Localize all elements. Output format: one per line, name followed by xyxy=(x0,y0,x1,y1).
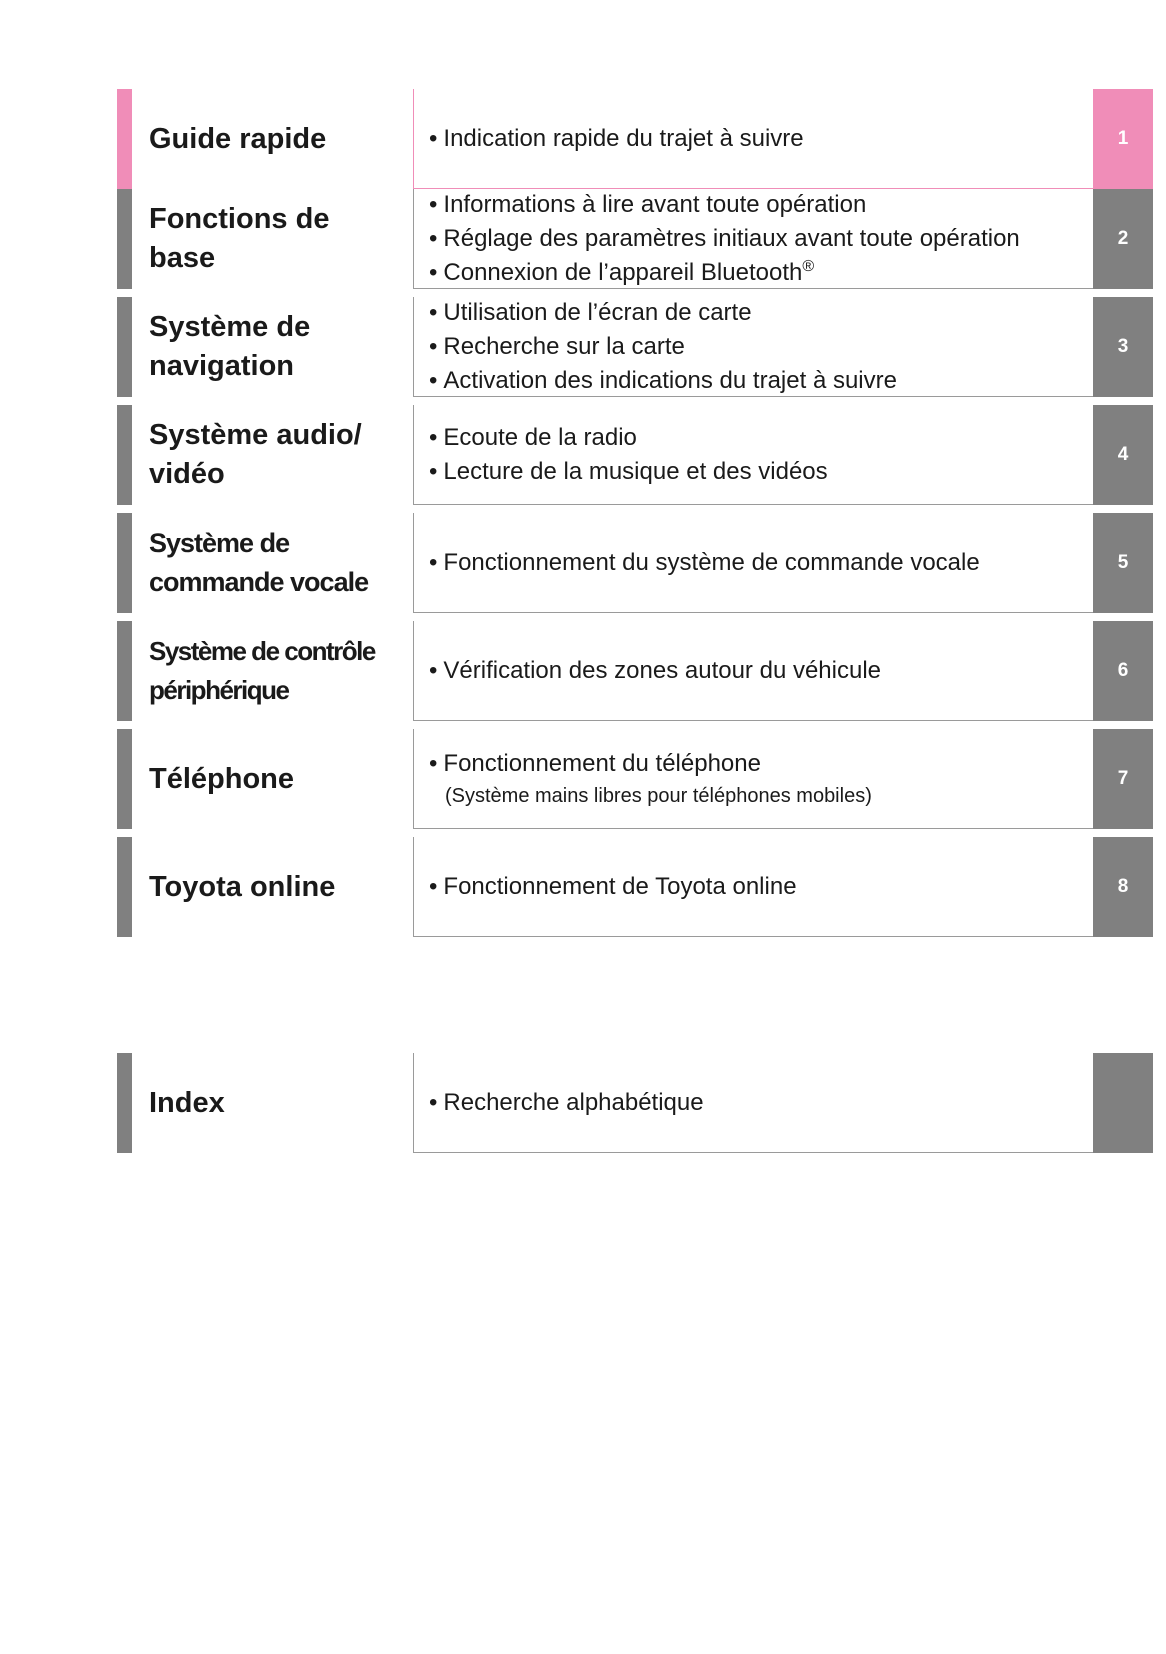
section-title-line: Système audio/ xyxy=(149,419,362,451)
toc-item[interactable] xyxy=(429,455,1084,489)
toc-item-label: Recherche alphabétique xyxy=(443,1088,704,1116)
toc-row-telephone[interactable] xyxy=(117,729,1153,829)
section-color-bar xyxy=(117,729,132,829)
chapter-tab-3[interactable]: 3 xyxy=(1093,297,1153,397)
chapter-tab-6[interactable]: 6 xyxy=(1093,621,1153,721)
section-title xyxy=(149,89,409,189)
toc-item[interactable] xyxy=(429,654,1084,688)
toc-row-guide-rapide[interactable] xyxy=(117,89,1153,189)
section-color-bar xyxy=(117,1053,132,1153)
toc-item-label: Réglage des paramètres initiaux avant toute opération xyxy=(443,224,1020,252)
section-title xyxy=(149,729,409,829)
toc-item-label: Connexion de l’appareil Bluetooth xyxy=(443,258,803,286)
bullet: • xyxy=(429,124,438,152)
section-title-line: vidéo xyxy=(149,458,225,490)
toc-row-systeme-de-navigation[interactable] xyxy=(117,297,1153,397)
toc-item-label: Fonctionnement du système de commande vocale xyxy=(443,548,980,576)
toc-item[interactable] xyxy=(429,421,1084,455)
bullet: • xyxy=(429,332,438,360)
toc-item[interactable] xyxy=(429,1086,1084,1120)
section-title xyxy=(149,405,409,505)
section-contents-box xyxy=(413,513,1094,613)
section-title xyxy=(149,189,409,289)
section-contents-box xyxy=(413,621,1094,721)
section-contents-box xyxy=(413,189,1094,289)
section-title-line: commande vocale xyxy=(149,567,369,597)
bullet: • xyxy=(429,298,438,326)
section-color-bar xyxy=(117,297,132,397)
section-color-bar xyxy=(117,405,132,505)
bullet: • xyxy=(429,258,438,286)
toc-item-label: Vérification des zones autour du véhicule xyxy=(443,656,882,684)
section-title-line: Guide rapide xyxy=(149,122,327,155)
section-title-line: Toyota online xyxy=(149,870,336,903)
toc-item[interactable] xyxy=(429,296,1084,330)
section-title-line: Index xyxy=(149,1086,225,1119)
toc-item[interactable] xyxy=(429,222,1084,256)
section-title xyxy=(149,621,409,721)
bullet: • xyxy=(429,423,438,451)
toc-item[interactable] xyxy=(429,122,1084,156)
toc-row-systeme-audio-video[interactable] xyxy=(117,405,1153,505)
toc-item[interactable] xyxy=(429,188,1084,222)
section-title-line: Système de contrôle xyxy=(149,636,375,666)
toc-item[interactable] xyxy=(429,546,1084,580)
toc-subitem: (Système mains libres pour téléphones mobiles) xyxy=(445,784,872,807)
toc-item-label: Fonctionnement du téléphone xyxy=(443,749,761,777)
chapter-tab-1[interactable]: 1 xyxy=(1093,89,1153,189)
section-color-bar xyxy=(117,837,132,937)
section-title xyxy=(149,1053,409,1153)
section-title-line: périphérique xyxy=(149,675,289,705)
toc-row-fonctions-de-base[interactable] xyxy=(117,189,1153,289)
toc-item-label: Indication rapide du trajet à suivre xyxy=(443,124,804,152)
bullet: • xyxy=(429,1088,438,1116)
registered-trademark-symbol: ® xyxy=(802,257,815,275)
chapter-tab-4[interactable]: 4 xyxy=(1093,405,1153,505)
section-contents-box xyxy=(413,837,1094,937)
section-contents-box xyxy=(413,297,1094,397)
section-color-bar xyxy=(117,89,132,189)
section-title-line: base xyxy=(149,242,216,274)
section-title xyxy=(149,837,409,937)
bullet: • xyxy=(429,872,438,900)
toc-item-label: Informations à lire avant toute opération xyxy=(443,190,867,218)
section-color-bar xyxy=(117,513,132,613)
section-title-line: Téléphone xyxy=(149,762,295,795)
toc-item-label: Recherche sur la carte xyxy=(443,332,685,360)
bullet: • xyxy=(429,656,438,684)
chapter-tab-5[interactable]: 5 xyxy=(1093,513,1153,613)
section-color-bar xyxy=(117,621,132,721)
toc-item[interactable] xyxy=(429,747,1084,781)
section-contents-box xyxy=(413,89,1094,189)
toc-item-label: Ecoute de la radio xyxy=(443,423,637,451)
toc-row-toyota-online[interactable] xyxy=(117,837,1153,937)
section-title-line: Système de xyxy=(149,528,290,558)
section-title-line: Fonctions de xyxy=(149,203,330,235)
bullet: • xyxy=(429,190,438,218)
section-contents-box xyxy=(413,405,1094,505)
toc-item[interactable] xyxy=(429,364,1084,398)
section-contents-box xyxy=(413,729,1094,829)
section-title xyxy=(149,297,409,397)
section-contents-box xyxy=(413,1053,1094,1153)
section-title-line: Système de xyxy=(149,311,311,343)
bullet: • xyxy=(429,366,438,394)
toc-item-label: Activation des indications du trajet à suivre xyxy=(443,366,897,394)
chapter-tab-7[interactable]: 7 xyxy=(1093,729,1153,829)
bullet: • xyxy=(429,749,438,777)
section-title-line: navigation xyxy=(149,350,295,382)
toc-item-label: Fonctionnement de Toyota online xyxy=(443,872,797,900)
toc-row-commande-vocale[interactable] xyxy=(117,513,1153,613)
toc-row-index[interactable] xyxy=(117,1053,1153,1153)
section-color-bar xyxy=(117,189,132,289)
toc-item[interactable] xyxy=(429,256,1084,290)
toc-row-controle-peripherique[interactable] xyxy=(117,621,1153,721)
toc-item[interactable] xyxy=(429,870,1084,904)
toc-item-label: Utilisation de l’écran de carte xyxy=(443,298,752,326)
bullet: • xyxy=(429,224,438,252)
chapter-tab-2[interactable]: 2 xyxy=(1093,189,1153,289)
toc-item-label: Lecture de la musique et des vidéos xyxy=(443,457,828,485)
toc-item[interactable] xyxy=(429,330,1084,364)
section-title xyxy=(149,513,409,613)
chapter-tab-index[interactable] xyxy=(1093,1053,1153,1153)
bullet: • xyxy=(429,548,438,576)
chapter-tab-8[interactable]: 8 xyxy=(1093,837,1153,937)
bullet: • xyxy=(429,457,438,485)
